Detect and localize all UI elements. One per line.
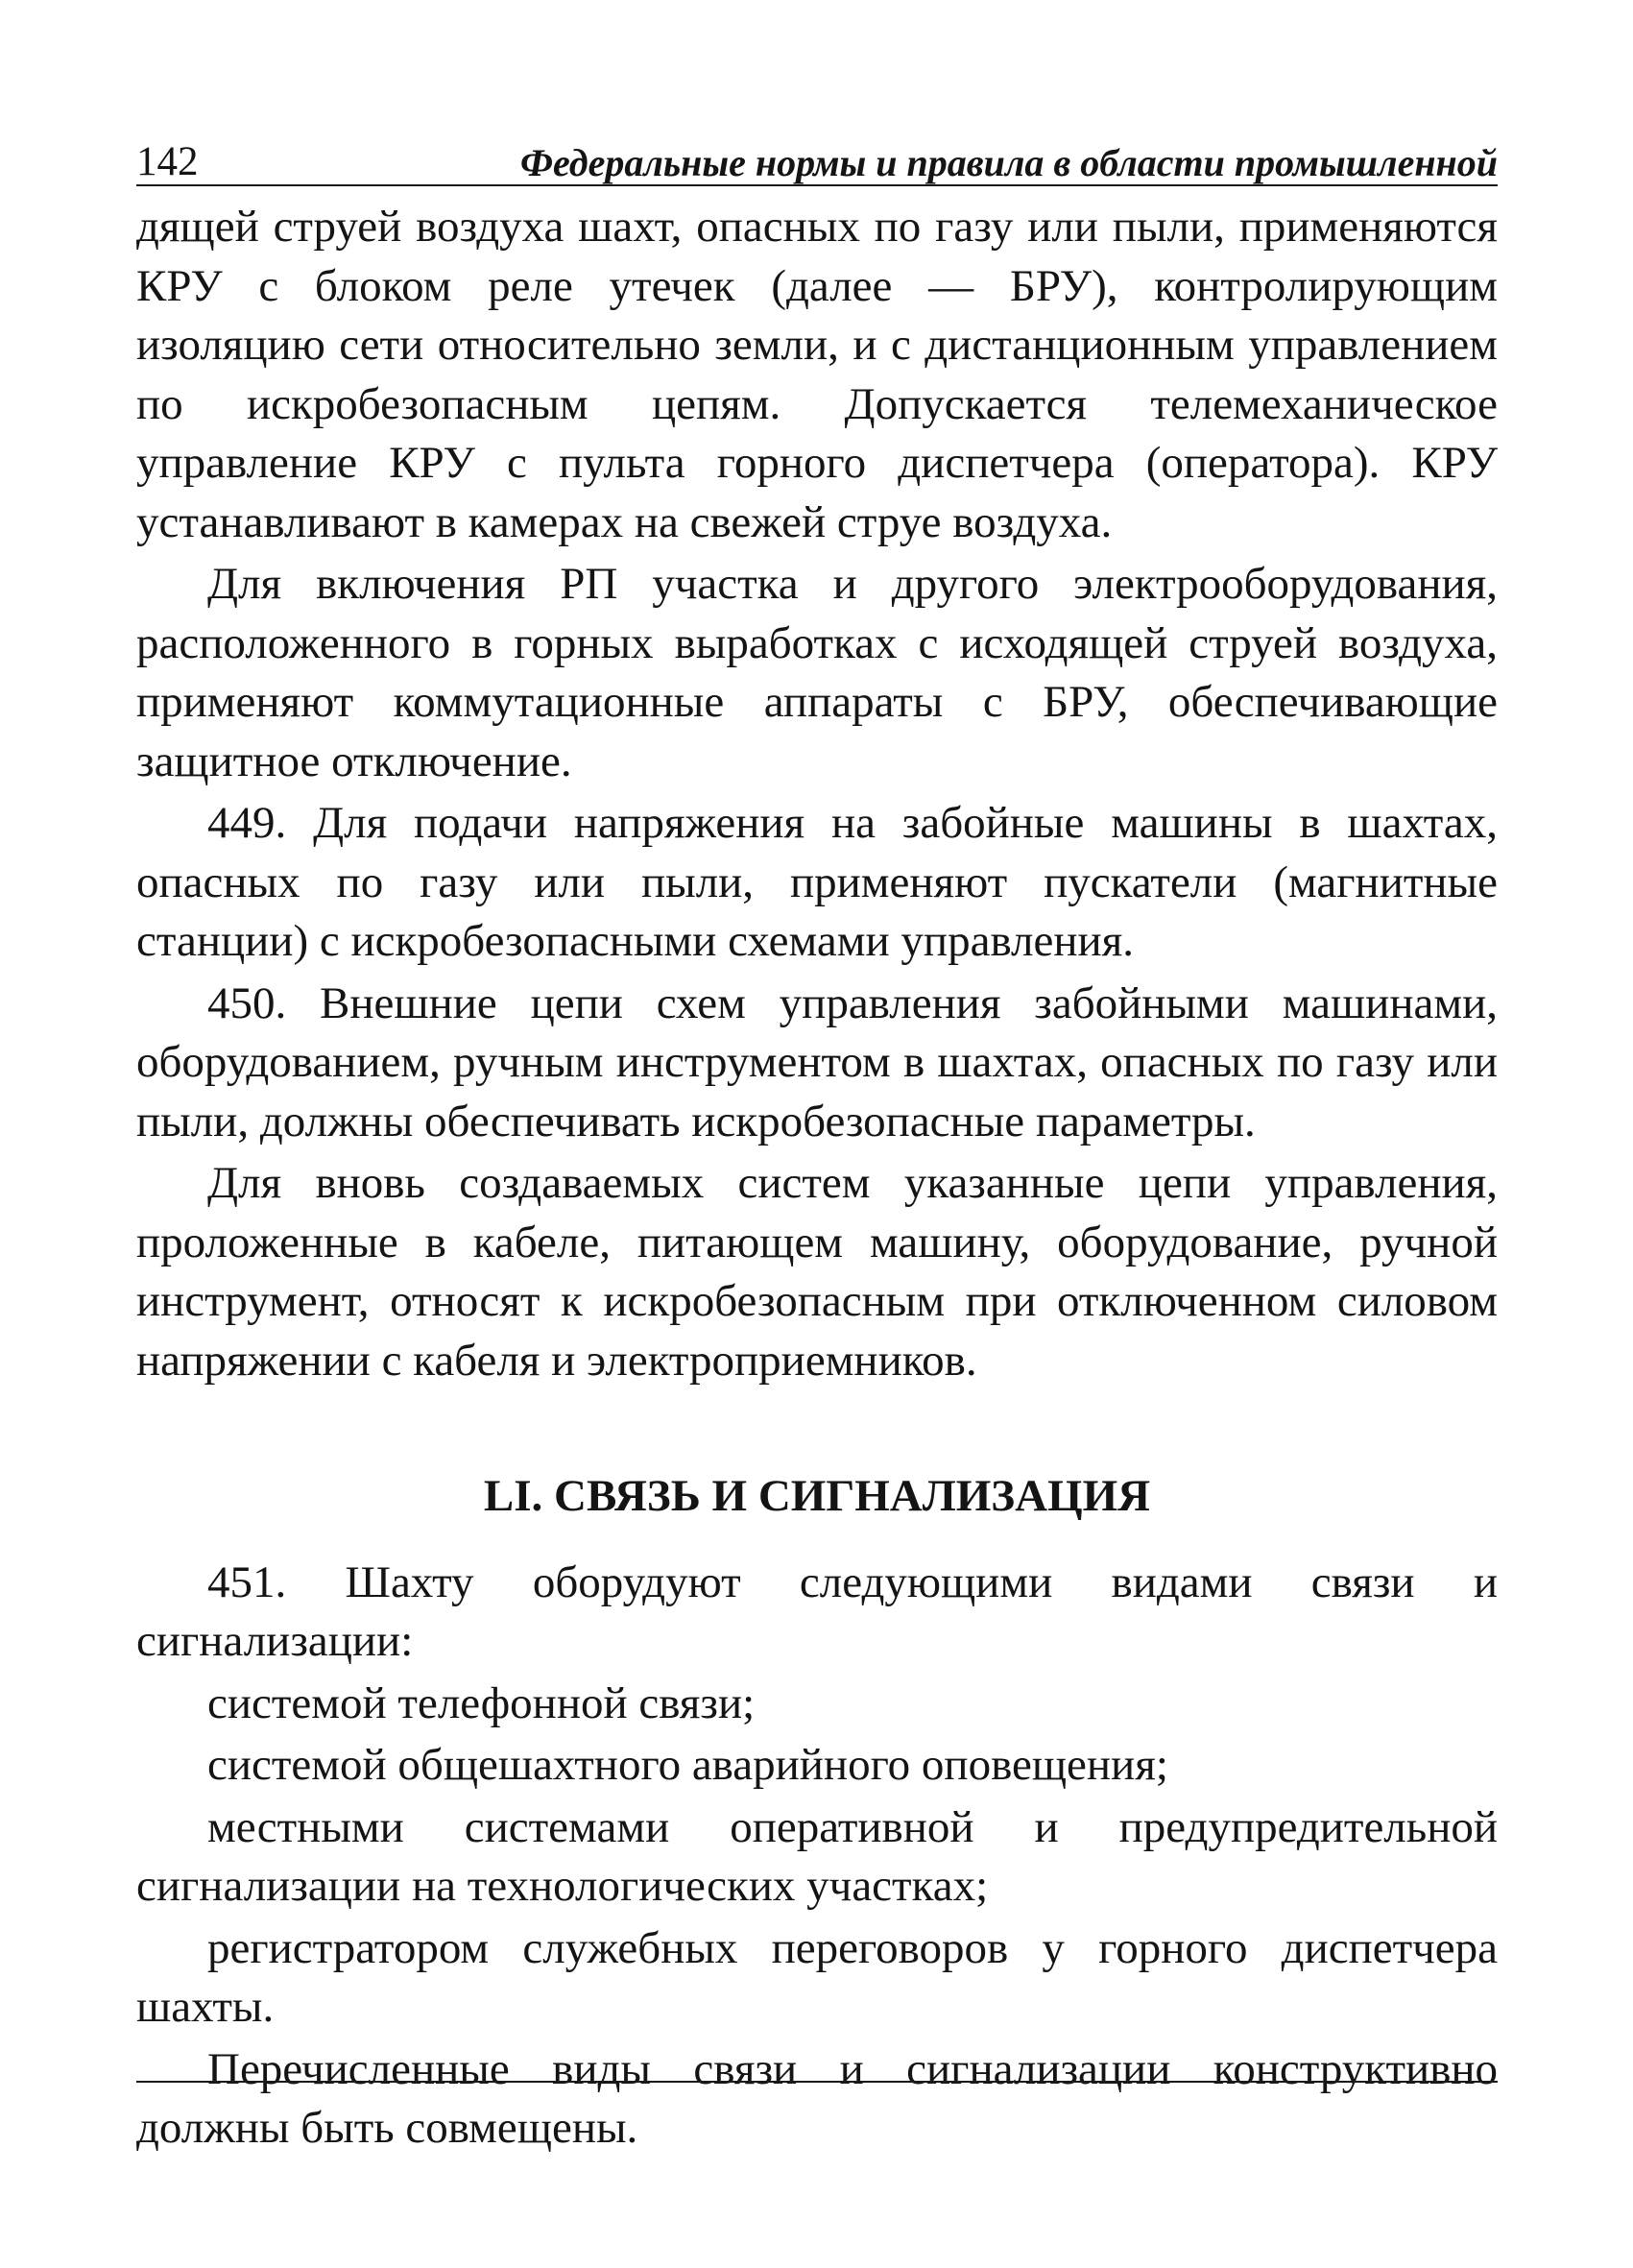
paragraph-rp-switching: Для включения РП участка и другого электрооборудования, расположенного в горных выработках с исходящей струей воздуха, применяют коммутационные аппараты с БРУ, обеспечивающие защитное отключение. — [136, 559, 1498, 786]
running-head-title: Федеральные нормы и правила в области промышленной — [519, 141, 1498, 184]
paragraph-clause-449: 449. Для подачи напряжения на забойные машины в шахтах, опасных по газу или пыли, применяют пускатели (магнитные станции) с искробезопасными схемами управления. — [136, 798, 1498, 966]
paragraph-combined: Перечисленные виды связи и сигнализации конструктивно должны быть совмещены. — [136, 2043, 1498, 2153]
book-page — [136, 125, 1498, 2161]
paragraph-clause-451: 451. Шахту оборудуют следующими видами связи и сигнализации: — [136, 1556, 1498, 1666]
running-head — [136, 125, 1498, 186]
list-item-recorder: регистратором служебных переговоров у горного диспетчера шахты. — [136, 1922, 1498, 2032]
paragraph-clause-450: 450. Внешние цепи схем управления забойными машинами, оборудованием, ручным инструментом в шахтах, опасных по газу или пыли, должны обеспечивать искробезопасные параметры. — [136, 977, 1498, 1146]
list-item-emergency-alert: системой общешахтного аварийного оповещения; — [207, 1740, 1168, 1790]
list-item-telephone: системой телефонной связи; — [207, 1677, 756, 1728]
paragraph-continuation: дящей струей воздуха шахт, опасных по газу или пыли, применяются КРУ с блоком реле утечек (далее — БРУ), контролирующим изоляцию сети относительно земли, и с дистанционным управлением по искробезопасным цепям. Допускается телемеханическое управление КРУ с пульта горного диспетчера (оператора). КРУ устанавливают в камерах на свежей струе воздуха. — [136, 202, 1498, 547]
list-item-local-signalling: местными системами оперативной и предупредительной сигнализации на технологических участках; — [136, 1801, 1498, 1911]
page-number: 142 — [136, 139, 199, 184]
section-heading: LI. СВЯЗЬ И СИГНАЛИЗАЦИЯ — [483, 1471, 1151, 1521]
bottom-rule — [136, 2081, 1498, 2083]
paragraph-new-systems: Для вновь создаваемых систем указанные цепи управления, проложенные в кабеле, питающем машину, оборудование, ручной инструмент, относят к искробезопасным при отключенном силовом напряжении с кабеля и электроприемников. — [136, 1158, 1498, 1386]
body-text — [136, 198, 1498, 2159]
